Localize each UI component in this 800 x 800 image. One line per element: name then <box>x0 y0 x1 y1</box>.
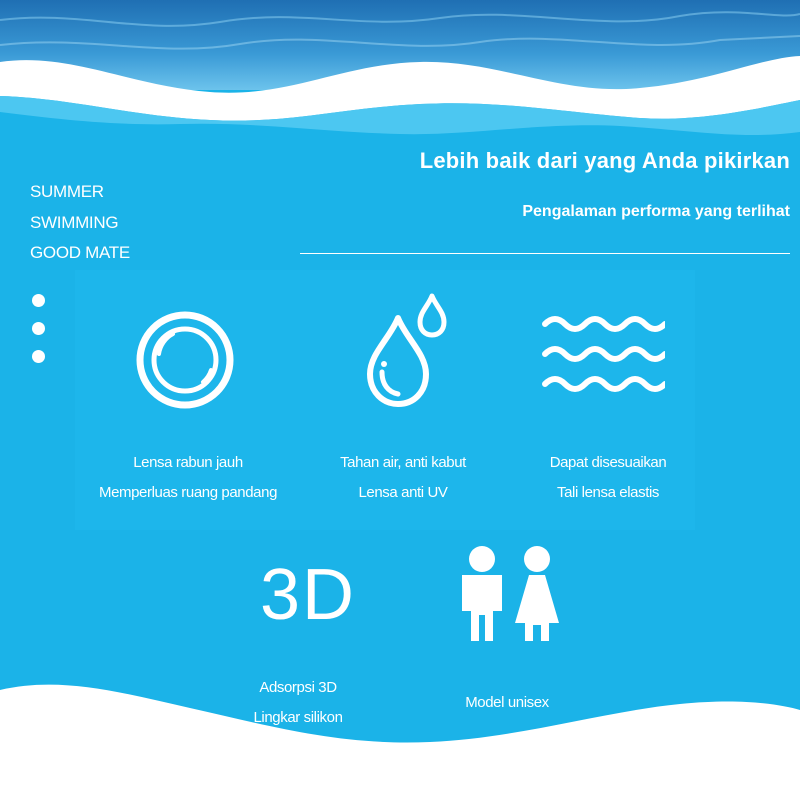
feature-line: Tali lensa elastis <box>556 484 660 501</box>
lens-icon <box>135 310 235 410</box>
unisex-people-icon <box>455 545 565 645</box>
feature-line: Lensa rabun jauh <box>133 454 243 471</box>
dot-indicator <box>32 350 45 363</box>
dot-indicator <box>32 322 45 335</box>
feature-line: Lingkar silikon <box>253 709 343 726</box>
3d-text-icon: 3D <box>259 555 357 635</box>
side-text-swimming: SWIMMING <box>30 213 119 232</box>
side-text-summer: SUMMER <box>30 182 104 201</box>
side-text-good-mate: GOOD MATE <box>30 243 130 262</box>
dot-indicator <box>32 294 45 307</box>
feature-line: Model unisex <box>465 694 549 711</box>
feature-caption-adjustable <box>478 448 738 508</box>
feature-line: Dapat disesuaikan <box>549 454 667 471</box>
water-drop-icon <box>360 292 460 412</box>
feature-line: Tahan air, anti kabut <box>340 454 466 471</box>
wave-icon <box>540 312 665 407</box>
feature-line: Memperluas ruang pandang <box>98 484 278 501</box>
feature-caption-unisex <box>377 688 637 718</box>
headline: Lebih baik dari yang Anda pikirkan <box>419 148 790 173</box>
subheadline: Pengalaman performa yang terlihat <box>522 203 790 220</box>
feature-line: Lensa anti UV <box>358 484 448 501</box>
feature-line: Adsorpsi 3D <box>259 679 337 696</box>
header-divider <box>300 253 790 254</box>
